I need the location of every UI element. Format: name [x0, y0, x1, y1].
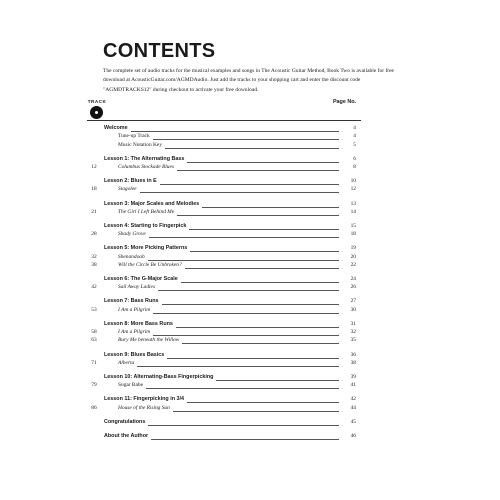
toc-section-row — [87, 418, 361, 426]
toc-leader-line — [158, 290, 339, 291]
toc-entry-title: Lesson 4: Starting to Fingerpick — [104, 222, 187, 229]
toc-section-row — [87, 373, 361, 381]
toc-entry-title: Shenandoah — [118, 253, 145, 260]
toc-entry-row — [87, 359, 361, 367]
toc-entry-title: Lesson 8: More Bass Runs — [104, 320, 173, 327]
toc-page-number: 22 — [350, 261, 356, 268]
toc-section-row — [87, 155, 361, 163]
toc-entry-title: Sugar Babe — [118, 382, 144, 389]
toc-page-number: 12 — [350, 186, 356, 193]
toc-page-number: 18 — [350, 231, 356, 238]
toc-entry-title: Shady Grove — [118, 231, 146, 238]
toc-entry-row — [87, 132, 361, 140]
toc-track-number: 53 — [91, 306, 97, 313]
toc-track-number: 42 — [91, 284, 97, 291]
toc-entry-title: The Girl I Left Behind Me — [118, 208, 175, 215]
toc-track-number: 71 — [91, 359, 97, 366]
toc-page-number: 45 — [350, 418, 356, 425]
toc-leader-line — [182, 343, 339, 344]
toc-page-number: 32 — [350, 329, 356, 336]
toc-page-number: 20 — [350, 253, 356, 260]
toc-entry-title: Music Notation Key — [118, 141, 163, 148]
toc-page-number: 4 — [353, 133, 356, 140]
toc-page-number: 46 — [350, 432, 356, 439]
page-title: CONTENTS — [103, 40, 216, 62]
toc-section-row — [87, 320, 361, 328]
toc-page-number: 44 — [350, 404, 356, 411]
toc-leader-line — [137, 366, 339, 367]
toc-entry-title: Stagolee — [118, 186, 137, 193]
toc-entry-row — [87, 163, 361, 171]
toc-leader-line — [185, 268, 339, 269]
track-label: TRACK — [87, 99, 107, 104]
toc-entry-title: Congratulations — [104, 418, 146, 425]
toc-entry-row — [87, 230, 361, 238]
toc-track-number: 18 — [91, 186, 97, 193]
toc-leader-line — [153, 313, 339, 314]
toc-entry-title: Sail Away Ladies — [118, 284, 156, 291]
toc-page-number: 24 — [350, 276, 356, 282]
toc-entry-title: House of the Rising Sun — [118, 404, 170, 411]
toc-section-row — [87, 351, 361, 359]
toc-entry-title: I Am a Pilgrim — [118, 329, 151, 336]
toc-leader-line — [173, 411, 339, 412]
toc-track-number: 63 — [91, 337, 97, 344]
toc-page-number: 10 — [350, 178, 356, 185]
toc-leader-line — [151, 439, 339, 440]
toc-leader-line — [149, 237, 339, 238]
toc-entry-title: Lesson 7: Bass Runs — [104, 298, 159, 305]
page-number-header: Page No. — [332, 99, 357, 105]
toc-page-number: 27 — [350, 298, 356, 305]
toc-track-number: 28 — [91, 231, 97, 238]
toc-section-row — [87, 275, 361, 283]
toc-track-number: 86 — [91, 404, 97, 411]
toc-entry-row — [87, 381, 361, 389]
toc-page-number: 36 — [350, 351, 356, 358]
toc-entry-title: Lesson 3: Major Scales and Melodies — [104, 200, 200, 207]
toc-section-row — [87, 222, 361, 230]
toc-page-number: 6 — [353, 155, 356, 162]
toc-page-number: 13 — [350, 200, 356, 207]
toc-page-number: 5 — [353, 141, 356, 148]
toc-entry-title: Lesson 5: More Picking Patterns — [104, 245, 188, 252]
track-column-header — [87, 99, 107, 127]
cd-icon — [90, 106, 103, 119]
toc-entry-title: Will the Circle Be Unbroken? — [118, 261, 182, 268]
toc-leader-line — [148, 425, 339, 426]
toc-page-number: 41 — [350, 382, 356, 389]
toc-section-row — [87, 297, 361, 305]
toc-section-row — [87, 244, 361, 252]
toc-leader-line — [177, 170, 339, 171]
toc-page-number: 31 — [350, 320, 356, 327]
toc-entry-row — [87, 261, 361, 269]
toc-entry-row — [87, 185, 361, 193]
toc-entry-row — [87, 336, 361, 344]
toc-entry-title: About the Author — [104, 432, 149, 439]
toc-entry-title: I Am a Pilgrim — [118, 306, 151, 313]
toc-entry-title: Lesson 2: Blues in E — [104, 178, 157, 185]
toc-entry-title: Lesson 9: Blues Basics — [104, 351, 165, 358]
toc-page-number: 26 — [350, 284, 356, 291]
toc-section-row — [87, 177, 361, 185]
toc-track-number: 79 — [91, 382, 97, 389]
toc-track-number: 58 — [91, 329, 97, 336]
toc-entry-row — [87, 328, 361, 336]
toc-entry-title: Alberta — [118, 359, 135, 366]
toc-section-row — [87, 200, 361, 208]
toc-section-row — [87, 124, 361, 132]
toc-leader-line — [140, 192, 339, 193]
toc-page-number: 4 — [353, 125, 356, 131]
toc-section-row — [87, 432, 361, 440]
toc-entry-title: Lesson 11: Fingerpicking in 3/4 — [104, 396, 184, 403]
toc-track-number: 38 — [91, 261, 97, 268]
toc-entry-title: Welcome — [104, 125, 128, 131]
toc-leader-line — [177, 215, 339, 216]
toc-section-row — [87, 395, 361, 403]
toc-page-number: 14 — [350, 208, 356, 215]
toc-entry-title: Lesson 6: The G-Major Scale — [104, 276, 178, 282]
toc-track-number: 32 — [91, 253, 97, 260]
toc-page-number: 15 — [350, 222, 356, 229]
toc-page-number: 8 — [353, 164, 356, 170]
toc-page-number: 39 — [350, 373, 356, 380]
toc-entry-title: Lesson 1: The Alternating Bass — [104, 155, 185, 162]
toc-page-number: 30 — [350, 306, 356, 313]
toc-entry-title: Lesson 10: Alternating-Bass Fingerpicking — [104, 373, 214, 380]
toc-entry-row — [87, 208, 361, 216]
toc-page-number: 42 — [350, 396, 356, 403]
toc-page-number: 38 — [350, 359, 356, 366]
toc-entry-row — [87, 306, 361, 314]
toc-entry-row — [87, 283, 361, 291]
toc-entry-row — [87, 141, 361, 149]
toc-entry-row — [87, 253, 361, 261]
toc-entry-title: Bury Me beneath the Willow — [118, 337, 180, 344]
toc-leader-line — [146, 388, 339, 389]
header-divider — [87, 120, 361, 121]
toc-entry-title: Columbus Stockade Blues — [118, 164, 174, 170]
toc-page-number: 35 — [350, 337, 356, 344]
intro-paragraph: The complete set of audio tracks for the musical examples and songs in The Acoustic Guitar Method, Book Two is available for free download at AcousticGuitar.com/AGMDAudio. Just add the tracks to your shopping cart and enter the discount code "AGMDTRACKS12" during checkout to activate your free download. — [103, 68, 394, 93]
toc-page-number: 19 — [350, 245, 356, 252]
toc-entry-row — [87, 404, 361, 412]
toc-leader-line — [165, 148, 339, 149]
toc-entry-title: Tune-up Track — [118, 133, 150, 140]
toc-track-number: 12 — [91, 164, 97, 170]
toc-track-number: 21 — [91, 208, 97, 215]
